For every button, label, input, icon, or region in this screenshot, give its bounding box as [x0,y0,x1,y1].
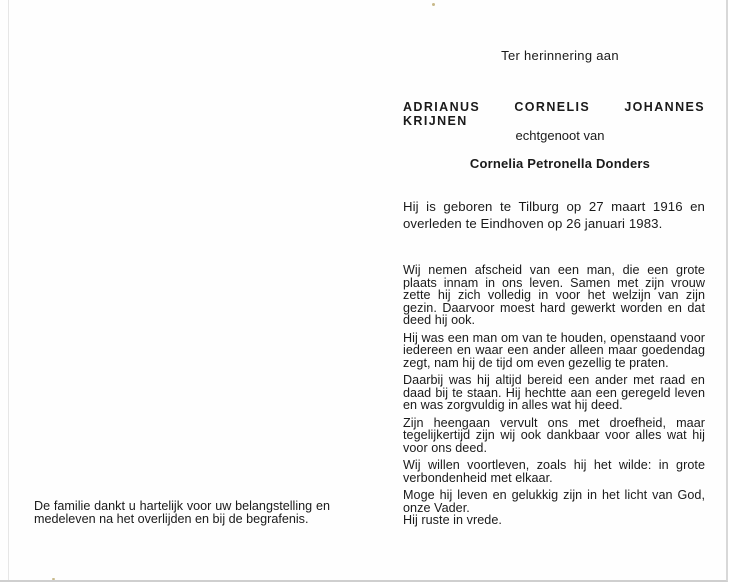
memorial-paragraph: Zijn heengaan vervult ons met droefheid, maar tegelijkertijd zijn wij ook dankbaar voor alles wat hij voor ons deed. [403,415,705,455]
family-thanks: De familie dankt u hartelijk voor uw belangstelling en medeleven na het overlijden en bij de begrafenis. [34,499,330,526]
dates-line-birth: Hij is geboren te Tilburg op 27 maart 1916 en [403,199,705,214]
memorial-paragraph: Hij was een man om van te houden, openstaand voor iedereen en waar een ander alleen maar goedendag zegt, nam hij de tijd om even gezellig te praten. [403,330,705,370]
relation-label: echtgenoot van [515,128,605,143]
card-fold-line [8,0,9,580]
birth-death-dates [403,198,705,232]
dates-line-death: overleden te Eindhoven op 26 januari 1983. [403,216,663,231]
memorial-paragraph: Daarbij was hij altijd bereid een ander met raad en daad bij te staan. Hij hechtte aan een geregeld leven en was zorgvuldig in alles wat hij deed. [403,373,705,412]
spouse-name: Cornelia Petronella Donders [469,156,651,171]
deceased-name: ADRIANUS CORNELIS JOHANNES KRIJNEN [403,100,705,128]
paper-speck [432,3,435,6]
memorial-paragraph: Wij nemen afscheid van een man, die een grote plaats innam in ons leven. Samen met zijn vrouw zette hij zich volledig in voor het welzijn van zijn gezin. Daarvoor moest hard gewerkt worden en dat deed hij ook. [403,263,705,327]
memorial-paragraph: Hij ruste in vrede. [403,513,502,527]
paper-speck [52,578,55,580]
memorial-text [403,264,705,532]
memorial-paragraph: Wij willen voortleven, zoals hij het wilde: in grote verbondenheid met elkaar. [403,458,705,485]
memorial-paragraph: Moge hij leven en gelukkig zijn in het licht van God, onze Vader. [403,488,705,515]
intro-line: Ter herinnering aan [501,48,619,63]
